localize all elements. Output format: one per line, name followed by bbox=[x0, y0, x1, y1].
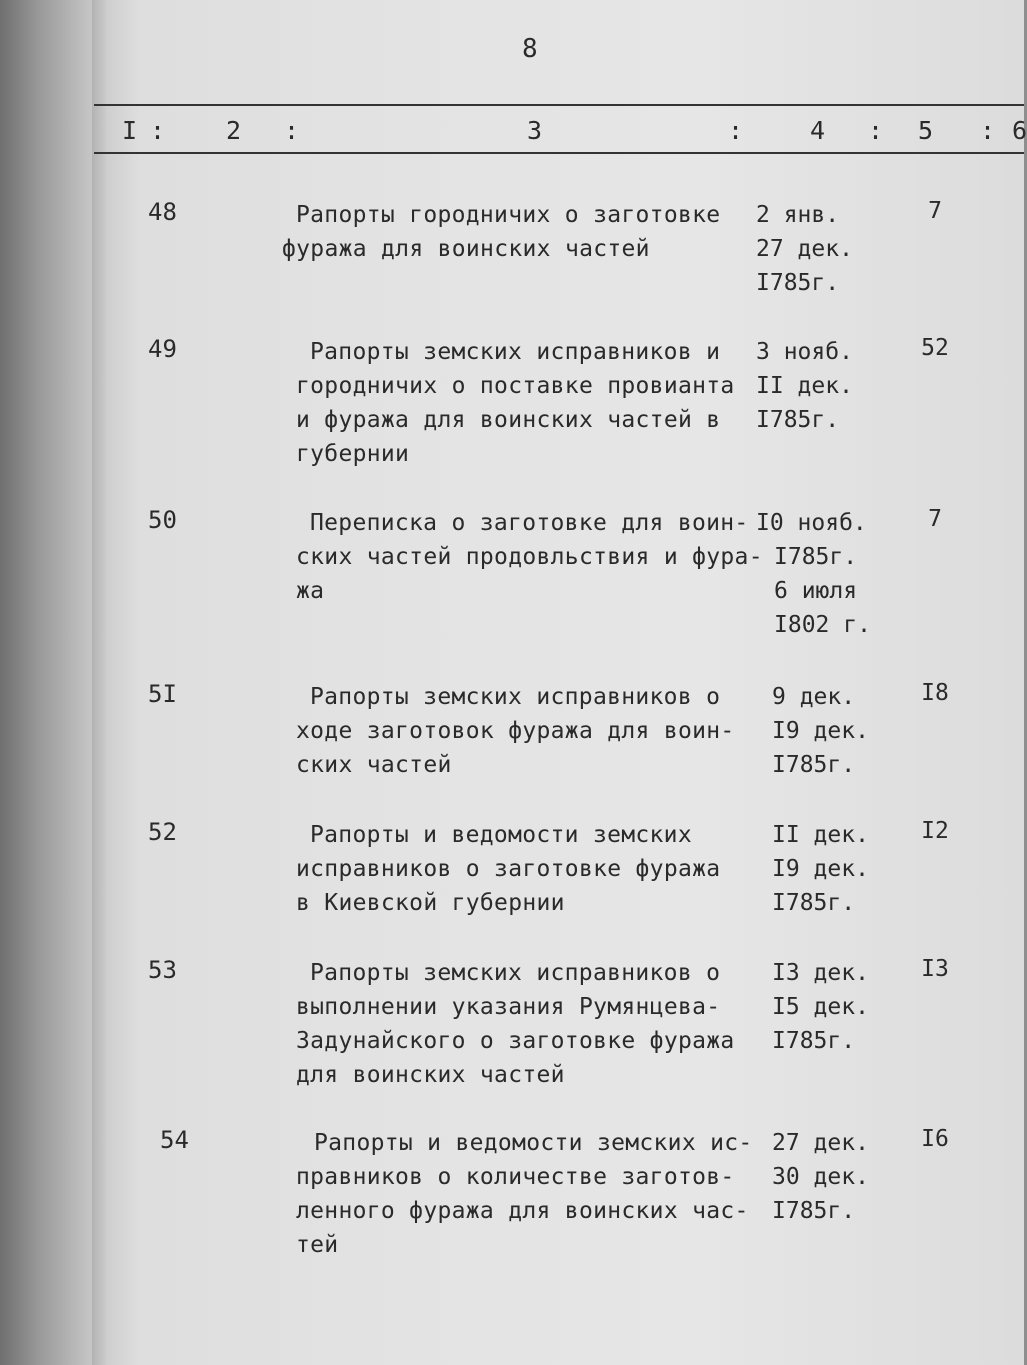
entry-number: 53 bbox=[148, 956, 177, 984]
entry-number: 52 bbox=[148, 818, 177, 846]
column-separator: : bbox=[150, 116, 166, 145]
column-separator: : bbox=[284, 116, 300, 145]
column-separator: : bbox=[868, 116, 884, 145]
entry-dates: 9 дек. I9 дек. I785г. bbox=[772, 684, 869, 778]
column-separator: : bbox=[728, 116, 744, 145]
column-header-5: 5 bbox=[918, 116, 934, 145]
entry-sheet-count: I2 bbox=[921, 818, 949, 844]
entry-description: Переписка о заготовке для воин- ских частей продовльствия и фура- жа bbox=[296, 510, 763, 604]
entry-sheet-count: 7 bbox=[928, 506, 942, 532]
column-header-3: 3 bbox=[527, 116, 543, 145]
column-header-1: I bbox=[122, 116, 138, 145]
column-header-6: 6 bbox=[1012, 116, 1027, 145]
entry-dates: I3 дек. I5 дек. I785г. bbox=[772, 960, 869, 1054]
entry-sheet-count: I8 bbox=[921, 680, 949, 706]
header-rule-bottom bbox=[94, 152, 1024, 154]
entry-dates: II дек. I9 дек. I785г. bbox=[772, 822, 869, 916]
entry-number: 5I bbox=[148, 680, 177, 708]
page-binding-shadow bbox=[92, 0, 106, 1365]
entry-number: 48 bbox=[148, 198, 177, 226]
column-header-2: 2 bbox=[226, 116, 242, 145]
column-header-4: 4 bbox=[810, 116, 826, 145]
entry-description: Рапорты и ведомости земских ис- правников о количестве заготов- ленного фуража для воинских час- тей bbox=[296, 1130, 753, 1258]
entry-dates: 3 нояб. II дек. I785г. bbox=[756, 339, 853, 433]
entry-description: Рапорты городничих о заготовке фуража для воинских частей bbox=[282, 202, 721, 262]
header-rule-top bbox=[94, 104, 1024, 106]
entry-number: 50 bbox=[148, 506, 177, 534]
entry-description: Рапорты земских исправников о ходе заготовок фуража для воин- ских частей bbox=[296, 684, 735, 778]
entry-description: Рапорты земских исправников и городничих о поставке провианта и фуража для воинских частей в губернии bbox=[296, 339, 735, 467]
entry-number: 49 bbox=[148, 335, 177, 363]
entry-dates: 2 янв. 27 дек. I785г. bbox=[756, 202, 853, 296]
entry-sheet-count: 7 bbox=[928, 198, 942, 224]
entry-number: 54 bbox=[160, 1126, 189, 1154]
entry-sheet-count: I3 bbox=[921, 956, 949, 982]
page-number: 8 bbox=[522, 34, 538, 64]
entry-description: Рапорты и ведомости земских исправников о заготовке фуража в Киевской губернии bbox=[296, 822, 721, 916]
column-separator: : bbox=[980, 116, 996, 145]
entry-sheet-count: 52 bbox=[921, 335, 949, 361]
entry-sheet-count: I6 bbox=[921, 1126, 949, 1152]
entry-dates: I0 нояб. I785г. 6 июля I802 г. bbox=[756, 510, 871, 638]
entry-dates: 27 дек. 30 дек. I785г. bbox=[772, 1130, 869, 1224]
entry-description: Рапорты земских исправников о выполнении указания Румянцева- Задунайского о заготовке фуража для воинских частей bbox=[296, 960, 735, 1088]
